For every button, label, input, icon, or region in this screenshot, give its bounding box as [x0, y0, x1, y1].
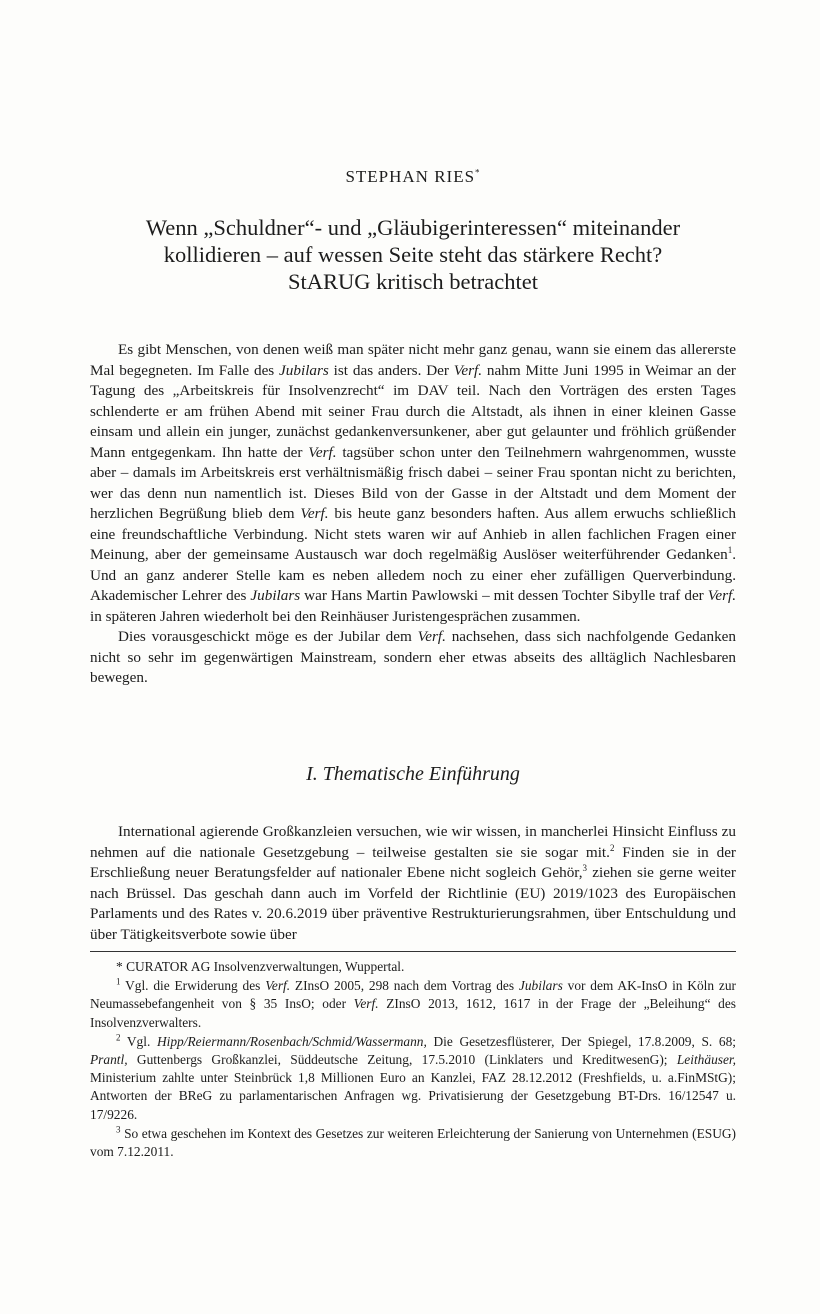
italic-verf: Verf. [308, 443, 337, 461]
text-run: Guttenbergs Großkanzlei, Süddeutsche Zeitung, 17.5.2010 (Linklaters und KreditwesenG); [127, 1052, 677, 1068]
italic-author: Leithäuser, [676, 1052, 736, 1068]
footnote-star [90, 958, 736, 976]
section-text [90, 822, 736, 945]
text-run: in späteren Jahren wiederholt bei den Reinhäuser Juristengesprächen zusammen. [90, 607, 581, 625]
author-footnote-mark: * [475, 167, 481, 178]
text-run: Vgl. [126, 1033, 157, 1049]
text-run: Vgl. die Erwiderung des [125, 978, 266, 994]
text-run: Ministerium zahlte unter Steinbrück 1,8 Millionen Euro an Kanzlei, FAZ 28.12.2012 (Freshfields, u. a.FinMStG); Antworten der BReG zu parlamentarischen Anfragen wg. Privatisierung der Gesetzgebung BT-Drs. 16/12547 u. 17/9226. [90, 1070, 736, 1122]
section-heading: I. Thematische Einführung [306, 763, 520, 785]
footnote-ref-2[interactable]: 2 [609, 842, 615, 853]
text-run: Die Gesetzesflüsterer, Der Spiegel, 17.8.2009, S. 68; [426, 1033, 736, 1049]
text-run: . Und an ganz anderer Stelle kam es neben alledem noch zu einer eher zufälligen Querverbindung. Akademischer Lehrer des [90, 546, 736, 604]
footnote-mark: * [116, 959, 123, 974]
italic-authors: Hipp/Reiermann/Rosenbach/Schmid/Wassermann, [156, 1033, 427, 1049]
italic-verf: Verf. [353, 996, 379, 1012]
title-line-2: kollidieren – auf wessen Seite steht das stärkere Recht? [163, 242, 663, 267]
section-paragraph-1 [90, 822, 736, 945]
italic-verf: Verf. [265, 978, 291, 994]
text-run: ZInsO 2013, 1612, 1617 in der Frage der „Beleihung“ des Insolvenzverwalters. [90, 996, 736, 1030]
text-run: Es gibt Menschen, von denen weiß man später nicht mehr ganz genau, wann sie einem das allererste Mal begegneten. Im Falle des [90, 341, 736, 379]
title-line-1: Wenn „Schuldner“- und „Gläubigerinteressen“ miteinander [145, 215, 681, 240]
text-run: Dies vorausgeschickt möge es der Jubilar dem [118, 628, 418, 645]
text-run: ist das anders. Der [328, 361, 454, 379]
italic-verf: Verf. [417, 628, 446, 645]
intro-paragraph-2 [90, 627, 736, 689]
text-run: ZInsO 2005, 298 nach dem Vortrag des [290, 978, 519, 994]
italic-jubilars: Jubilars [279, 361, 329, 379]
intro-text [90, 340, 736, 689]
text-run: nahm Mitte Juni 1995 in Weimar an der Tagung des „Arbeitskreis für Insolvenzrecht“ im DAV teil. Nach den Vorträgen des ersten Tages schlenderte er am frühen Abend mit seiner Frau durch die Altstadt, als ihnen in einer kleinen Gasse einsam und allein ein junger, zunächst gedankenversunkener, aber gut gelaunter und fröhlich grüßender Mann entgegenkam. Ihn hatte der [90, 361, 736, 461]
italic-jubilars: Jubilars [250, 587, 301, 604]
footnote-mark: 1 [116, 976, 121, 987]
footnote-3 [90, 1125, 736, 1161]
footnote-ref-3[interactable]: 3 [582, 862, 588, 873]
footnote-ref-1[interactable]: 1 [727, 544, 733, 555]
article-title [90, 214, 736, 295]
text-run: nachsehen, dass sich nachfolgende Gedanken nicht so sehr im gegenwärtigen Mainstream, sondern eher etwas abseits des alltäglich Nachlesbaren bewegen. [90, 628, 736, 686]
title-line-3: StARUG kritisch betrachtet [288, 269, 538, 294]
text-run: Finden sie in der Erschließung neuer Beratungsfelder auf nationaler Ebene nicht sogleich Gehör, [90, 843, 736, 881]
text-run: war Hans Martin Pawlowski – mit dessen Tochter Sibylle traf der [300, 587, 708, 604]
footnotes [90, 958, 736, 1162]
text-run: ziehen sie gerne weiter nach Brüssel. Das geschah dann auch im Vorfeld der Richtlinie (EU) 2019/1023 des Europäischen Parlaments und des Rates v. 20.6.2019 über präventive Restrukturierungsrahmen, über Entschuldung und über Tätigkeitsverbote sowie über [90, 864, 736, 943]
italic-verf: Verf. [707, 587, 736, 604]
footnote-mark: 2 [116, 1032, 121, 1043]
footnote-2 [90, 1033, 736, 1124]
italic-verf: Verf. [300, 505, 329, 522]
footnote-1 [90, 977, 736, 1032]
author-line [90, 167, 736, 187]
text-run: International agierende Großkanzleien versuchen, wie wir wissen, in mancherlei Hinsicht Einfluss zu nehmen auf die nationale Gesetzgebung – teilweise gestalten sie sie sogar mit. [90, 823, 736, 861]
italic-jubilars: Jubilars [518, 978, 563, 994]
italic-verf: Verf. [453, 361, 483, 379]
footnote-divider [90, 951, 736, 952]
footnote-mark: 3 [116, 1124, 121, 1135]
intro-paragraph-1 [90, 340, 736, 627]
text-run: tagsüber schon unter den Teilnehmern wahrgenommen, wusste aber – damals im Arbeitskreis erst verhältnismäßig frisch dabei – seiner Frau spontan nicht zu berichten, wer das denn nun namentlich ist. Dieses Bild von der Gasse in der Altstadt und dem Moment der herzlichen Begrüßung blieb dem [90, 443, 736, 522]
text-run: CURATOR AG Insolvenzverwaltungen, Wuppertal. [126, 959, 405, 974]
italic-author: Prantl, [90, 1052, 128, 1068]
author-name: STEPHAN RIES [345, 167, 476, 186]
text-run: So etwa geschehen im Kontext des Gesetzes zur weiteren Erleichterung der Sanierung von Unternehmen (ESUG) vom 7.12.2011. [90, 1125, 736, 1160]
text-run: bis heute ganz besonders haften. Aus allem erwuchs schließlich eine freundschaftliche Verbindung. Nicht stets waren wir auf Anhieb in allen fachlichen Fragen einer Meinung, aber der gemeinsame Austausch war doch regelmäßig Auslöser weiterführender Gedanken [90, 505, 736, 563]
text-run: vor dem AK-InsO in Köln zur Neumassebefangenheit von § 35 InsO; oder [90, 978, 736, 1012]
